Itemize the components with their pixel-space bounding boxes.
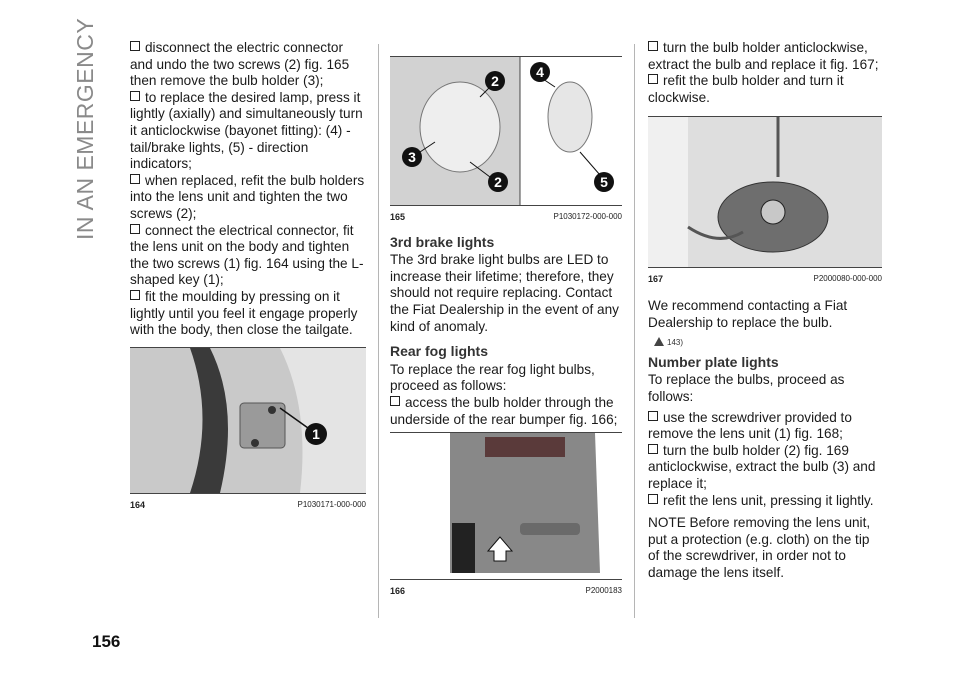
rear-bumper-illustration [390,433,622,579]
svg-text:2: 2 [494,174,502,190]
checkbox-bullet-icon [130,290,140,300]
checkbox-bullet-icon [648,74,658,84]
list-item: turn the bulb holder anticlockwise, extract the bulb and replace it fig. 167; [648,40,879,72]
svg-text:4: 4 [536,64,544,80]
checkbox-bullet-icon [130,41,140,51]
list-item: use the screwdriver provided to remove the lens unit (1) fig. 168; [648,409,852,442]
page-number: 156 [92,632,121,651]
list-item: access the bulb holder through the underside of the rear bumper fig. 166; [390,394,618,427]
checkbox-bullet-icon [130,224,140,234]
checkbox-bullet-icon [648,41,658,51]
checkbox-bullet-icon [648,411,658,421]
figure-165 [390,56,622,226]
paragraph: To replace the rear fog light bulbs, proceed as follows: [390,361,595,394]
checkbox-bullet-icon [648,494,658,504]
svg-text:1: 1 [312,425,320,442]
figure-image [648,116,882,267]
bulb-replacement-illustration [648,117,882,267]
taillight-mount-illustration [130,348,366,493]
list-item: connect the electrical connector, fit the lens unit on the body and tighten the two screws (1) fig. 164 using the L-shaped key (1); [130,222,364,288]
checkbox-bullet-icon [648,444,658,454]
figure-image [130,347,366,493]
paragraph: The 3rd brake light bulbs are LED to increase their lifetime; therefore, they should not require replacing. Contact the Fiat Dealership in the event of any kind of anomaly. [390,252,619,334]
column-2 [390,40,622,600]
figure-caption: 166 P2000183 [390,579,622,600]
list-item: disconnect the electric connector and undo the two screws (2) fig. 165 then remove the bulb holder (3); [130,40,350,89]
heading-3rd-brake-lights: 3rd brake lights [390,233,495,250]
column-divider [634,44,635,618]
section-title: IN AN EMERGENCY [72,17,98,240]
list-item: refit the lens unit, pressing it lightly. [648,493,882,510]
list-item: when replaced, refit the bulb holders into the lens unit and tighten the two screws (2); [130,172,365,221]
list-item: fit the moulding by pressing on it lightly until you feel it engage properly with the body, then close the tailgate. [130,288,358,338]
figure-166 [390,432,622,600]
list-item: turn the bulb holder (2) fig. 169 anticlockwise, extract the bulb (3) and replace it; [648,442,876,491]
list-item: refit the bulb holder and turn it clockwise. [648,73,844,105]
paragraph: We recommend contacting a Fiat Dealership to replace the bulb. [648,297,848,330]
checkbox-bullet-icon [390,396,400,406]
figure-caption: 167 P2000080-000-000 [648,267,882,288]
figure-image [390,56,622,205]
svg-text:3: 3 [408,149,416,165]
heading-rear-fog-lights: Rear fog lights [390,343,489,360]
column-3 [648,40,882,581]
figure-image [390,432,622,579]
checkbox-bullet-icon [130,174,140,184]
warning-triangle-icon [654,337,664,346]
note-paragraph: NOTE Before removing the lens unit, put a protection (e.g. cloth) on the tip of the screwdriver, in order not to damage the lens itself. [648,515,871,580]
checkbox-bullet-icon [130,91,140,101]
column-divider [378,44,379,618]
paragraph: To replace the bulbs, proceed as follows: [648,372,845,404]
figure-caption: 164 P1030171-000-000 [130,493,366,514]
list-item: to replace the desired lamp, press it lightly (axially) and simultaneously turn it anticlockwise (bayonet fitting): (4) - tail/brake lights, (5) - direction indicators; [130,89,363,172]
figure-167 [648,116,882,288]
svg-text:5: 5 [600,174,608,190]
bulb-holder-illustration [390,57,622,205]
heading-number-plate-lights: Number plate lights [648,353,779,370]
figure-caption: 165 P1030172-000-000 [390,205,622,226]
figure-164 [130,347,366,514]
warning-reference: 143) [654,335,882,352]
svg-text:2: 2 [491,73,499,89]
column-1 [130,40,366,513]
